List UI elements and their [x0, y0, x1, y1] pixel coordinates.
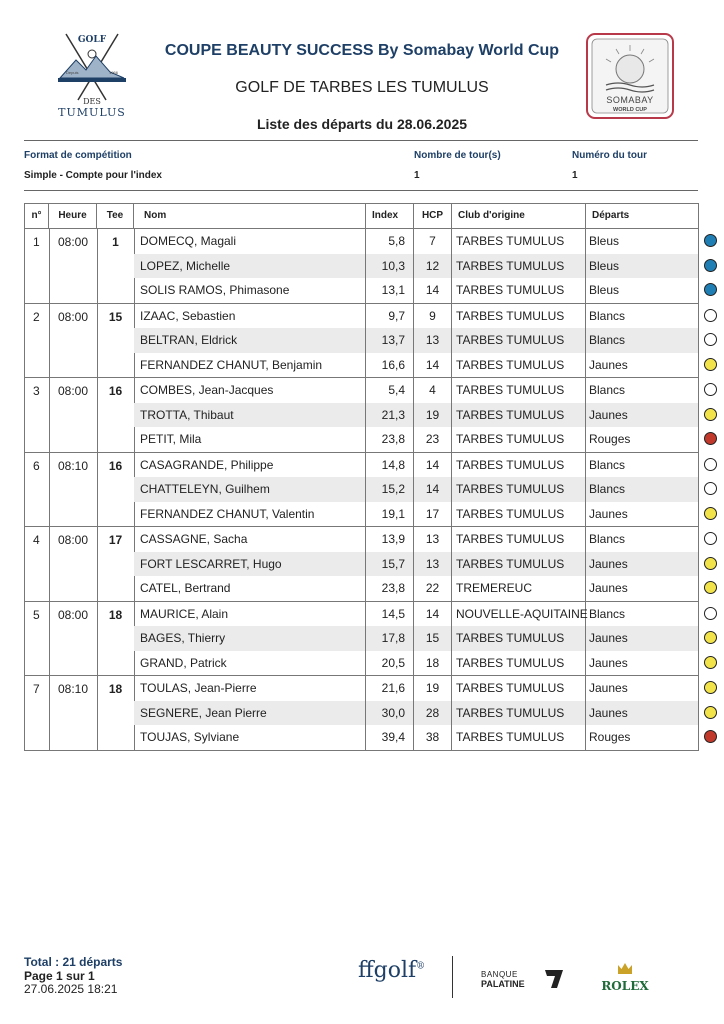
tee-color-icon	[704, 607, 717, 620]
player-club: TARBES TUMULUS	[452, 477, 586, 502]
player-name: FORT LESCARRET, Hugo	[134, 552, 366, 577]
start-tee-cell	[97, 602, 135, 676]
player-index: 21,3	[366, 403, 414, 428]
player-name: FERNANDEZ CHANUT, Valentin	[134, 502, 366, 527]
player-index: 19,1	[366, 502, 414, 527]
player-club: TARBES TUMULUS	[452, 453, 586, 478]
player-club: TARBES TUMULUS	[452, 651, 586, 676]
table-row	[134, 701, 698, 726]
logo-year-text: 1966	[109, 70, 118, 75]
player-index: 15,2	[366, 477, 414, 502]
palatine-text: PALATINE	[481, 979, 525, 989]
table-header	[25, 204, 698, 229]
divider	[24, 140, 698, 141]
player-tee: Jaunes	[589, 655, 628, 670]
col-header-departs: Départs	[592, 210, 630, 221]
group-number-cell	[25, 229, 50, 303]
banque-palatine-logo	[481, 968, 565, 990]
player-club: TARBES TUMULUS	[452, 353, 586, 378]
table-row	[134, 353, 698, 378]
player-name: PETIT, Mila	[134, 427, 366, 452]
player-index: 13,7	[366, 328, 414, 353]
start-tee: 16	[108, 458, 123, 473]
player-name: TOULAS, Jean-Pierre	[134, 676, 366, 701]
world-cup-text: WORLD CUP	[613, 107, 647, 113]
player-name: TOUJAS, Sylviane	[134, 725, 366, 750]
start-time: 08:10	[58, 458, 89, 473]
player-hcp: 17	[414, 502, 452, 527]
player-hcp: 15	[414, 626, 452, 651]
start-time-cell	[49, 378, 98, 452]
player-hcp: 13	[414, 527, 452, 552]
player-tee: Jaunes	[589, 705, 628, 720]
table-row	[134, 378, 698, 403]
start-time: 08:00	[58, 235, 89, 249]
player-tee: Bleus	[589, 258, 620, 273]
registered-icon: ®	[416, 961, 426, 972]
table-row	[134, 651, 698, 676]
player-name: CATEL, Bertrand	[134, 576, 366, 601]
somabay-text: SOMABAY	[606, 95, 654, 105]
start-tee-cell	[97, 527, 135, 601]
golf-tumulus-logo	[44, 30, 140, 122]
table-row	[134, 254, 698, 279]
event-title: COUPE BEAUTY SUCCESS By Somabay World Cup	[164, 42, 560, 59]
group-number-cell	[25, 527, 50, 601]
tee-time-group	[25, 602, 698, 677]
table-row	[134, 527, 698, 552]
player-index: 13,9	[366, 527, 414, 552]
player-index: 23,8	[366, 576, 414, 601]
table-row	[134, 427, 698, 452]
tee-color-icon	[704, 681, 717, 694]
player-tee: Blancs	[589, 308, 626, 323]
player-tee: Blancs	[589, 482, 626, 496]
rolex-text: ROLEX	[601, 979, 649, 993]
player-name: MAURICE, Alain	[134, 602, 366, 627]
start-time: 08:00	[58, 607, 89, 622]
col-header-index: Index	[366, 204, 414, 228]
table-row	[134, 552, 698, 577]
player-name: FERNANDEZ CHANUT, Benjamin	[134, 353, 366, 378]
col-header-time: Heure	[49, 204, 97, 228]
table-row	[134, 304, 698, 329]
player-tee: Jaunes	[589, 407, 628, 422]
player-hcp: 28	[414, 701, 452, 726]
table-row	[134, 229, 698, 254]
start-tee-cell	[97, 378, 135, 452]
page-number: Page 1 sur 1	[24, 969, 95, 983]
player-club: TARBES TUMULUS	[452, 403, 586, 428]
player-hcp: 12	[414, 254, 452, 279]
player-index: 10,3	[366, 254, 414, 279]
start-list-table	[24, 203, 699, 751]
col-header-hcp: HCP	[414, 204, 452, 228]
table-row	[134, 278, 698, 303]
rounds-label: Nombre de tour(s)	[414, 150, 501, 161]
player-index: 9,7	[366, 304, 414, 329]
col-header-num: n°	[25, 204, 49, 228]
group-number: 1	[33, 235, 40, 249]
player-name: IZAAC, Sebastien	[134, 304, 366, 329]
player-index: 14,5	[366, 602, 414, 627]
tee-color-icon	[704, 234, 717, 247]
player-club: TARBES TUMULUS	[452, 378, 586, 403]
start-time-cell	[49, 304, 98, 378]
table-row	[134, 453, 698, 478]
tee-color-icon	[704, 309, 717, 322]
total-departures: Total : 21 départs	[24, 955, 123, 969]
player-index: 30,0	[366, 701, 414, 726]
table-row	[134, 602, 698, 627]
table-row	[134, 403, 698, 428]
start-time-cell	[49, 602, 98, 676]
player-index: 5,4	[366, 378, 414, 403]
player-hcp: 23	[414, 427, 452, 452]
tee-color-icon	[704, 432, 717, 445]
start-tee: 16	[108, 384, 123, 398]
player-club: TARBES TUMULUS	[452, 278, 586, 303]
table-row	[134, 576, 698, 601]
player-hcp: 14	[414, 477, 452, 502]
table-row	[134, 328, 698, 353]
player-club: TARBES TUMULUS	[452, 304, 586, 329]
player-name: SEGNERE, Jean Pierre	[134, 701, 366, 726]
player-hcp: 14	[414, 602, 452, 627]
tee-time-group	[25, 378, 698, 453]
start-time-cell	[49, 229, 98, 303]
player-tee: Blancs	[589, 383, 626, 397]
player-club: TARBES TUMULUS	[452, 527, 586, 552]
table-row	[134, 725, 698, 750]
course-name: GOLF DE TARBES LES TUMULUS	[235, 79, 489, 96]
player-tee: Rouges	[589, 432, 631, 446]
table-row	[134, 626, 698, 651]
player-hcp: 9	[414, 304, 452, 329]
tee-color-icon	[704, 581, 717, 594]
player-name: SOLIS RAMOS, Phimasone	[134, 278, 366, 303]
start-time-cell	[49, 676, 98, 750]
table-body	[25, 229, 698, 750]
start-time: 08:00	[58, 384, 89, 398]
tee-color-icon	[704, 482, 717, 495]
start-time-cell	[49, 453, 98, 527]
player-club: TARBES TUMULUS	[452, 328, 586, 353]
start-tee: 18	[108, 682, 123, 696]
tee-color-icon	[704, 656, 717, 669]
player-tee: Blancs	[589, 532, 626, 546]
player-hcp: 4	[414, 378, 452, 403]
format-label: Format de compétition	[24, 150, 132, 161]
player-hcp: 14	[414, 353, 452, 378]
group-number-cell	[25, 676, 50, 750]
tee-color-icon	[704, 730, 717, 743]
format-value: Simple - Compte pour l'index	[24, 170, 162, 181]
player-name: TROTTA, Thibaut	[134, 403, 366, 428]
start-time: 08:00	[58, 309, 89, 324]
player-club: TARBES TUMULUS	[452, 676, 586, 701]
table-row	[134, 502, 698, 527]
start-tee-cell	[97, 229, 135, 303]
tee-color-icon	[704, 532, 717, 545]
table-row	[134, 477, 698, 502]
player-club: TARBES TUMULUS	[452, 552, 586, 577]
col-header-club: Club d'origine	[452, 204, 586, 228]
player-hcp: 22	[414, 576, 452, 601]
tee-time-group	[25, 676, 698, 750]
somabay-world-cup-logo	[586, 33, 674, 119]
player-club: TARBES TUMULUS	[452, 502, 586, 527]
tee-color-icon	[704, 383, 717, 396]
player-name: BELTRAN, Eldrick	[134, 328, 366, 353]
player-hcp: 38	[414, 725, 452, 750]
player-tee: Jaunes	[589, 681, 628, 695]
col-header-tee: Tee	[97, 204, 134, 228]
start-tee: 1	[112, 235, 119, 249]
group-number: 7	[33, 682, 40, 696]
player-name: COMBES, Jean-Jacques	[134, 378, 366, 403]
group-number-cell	[25, 378, 50, 452]
player-hcp: 14	[414, 278, 452, 303]
player-index: 39,4	[366, 725, 414, 750]
rounds-value: 1	[414, 170, 420, 181]
player-club: TARBES TUMULUS	[452, 427, 586, 452]
tee-time-group	[25, 527, 698, 602]
player-tee: Jaunes	[589, 506, 628, 521]
player-tee: Jaunes	[589, 357, 628, 372]
group-number: 4	[33, 533, 40, 547]
crown-icon	[618, 963, 632, 974]
group-number: 5	[33, 607, 40, 622]
ffgolf-text: ffgolf	[358, 958, 417, 983]
player-club: TARBES TUMULUS	[452, 254, 586, 279]
start-time: 08:10	[58, 682, 89, 696]
tee-color-icon	[704, 358, 717, 371]
rolex-logo	[596, 962, 654, 994]
player-tee: Jaunes	[589, 581, 628, 595]
player-club: TREMEREUC	[452, 576, 586, 601]
player-hcp: 19	[414, 403, 452, 428]
player-name: LOPEZ, Michelle	[134, 254, 366, 279]
player-tee: Blancs	[589, 457, 626, 472]
player-hcp: 14	[414, 453, 452, 478]
player-name: GRAND, Patrick	[134, 651, 366, 676]
player-club: NOUVELLE-AQUITAINE	[452, 602, 586, 627]
player-name: DOMECQ, Magali	[134, 229, 366, 254]
group-number: 3	[33, 384, 40, 398]
player-tee: Jaunes	[589, 631, 628, 645]
logo-depuis-text: Depuis	[66, 70, 79, 75]
player-club: TARBES TUMULUS	[452, 229, 586, 254]
group-number: 2	[33, 309, 40, 324]
table-row	[134, 676, 698, 701]
round-number-value: 1	[572, 170, 578, 181]
tee-color-icon	[704, 706, 717, 719]
logo-des-text: DES	[83, 97, 101, 106]
player-tee: Blancs	[589, 333, 626, 347]
start-time: 08:00	[58, 533, 89, 547]
player-club: TARBES TUMULUS	[452, 626, 586, 651]
start-time-cell	[49, 527, 98, 601]
player-club: TARBES TUMULUS	[452, 701, 586, 726]
player-hcp: 13	[414, 328, 452, 353]
player-tee: Bleus	[589, 283, 620, 297]
tee-color-icon	[704, 458, 717, 471]
tee-color-icon	[704, 557, 717, 570]
print-date: 27.06.2025 18:21	[24, 982, 118, 996]
start-tee: 15	[108, 309, 123, 324]
tee-color-icon	[704, 631, 717, 644]
tee-color-icon	[704, 333, 717, 346]
list-title: Liste des départs du 28.06.2025	[256, 116, 468, 132]
player-name: CHATTELEYN, Guilhem	[134, 477, 366, 502]
player-index: 13,1	[366, 278, 414, 303]
player-index: 16,6	[366, 353, 414, 378]
player-index: 21,6	[366, 676, 414, 701]
round-number-label: Numéro du tour	[572, 150, 647, 161]
player-hcp: 7	[414, 229, 452, 254]
player-hcp: 13	[414, 552, 452, 577]
banque-text: BANQUE	[481, 970, 518, 979]
player-name: BAGES, Thierry	[134, 626, 366, 651]
ffgolf-logo	[358, 958, 425, 983]
divider	[24, 190, 698, 191]
col-header-name: Nom	[134, 204, 366, 228]
footer-divider	[452, 956, 453, 998]
group-number-cell	[25, 304, 50, 378]
player-index: 5,8	[366, 229, 414, 254]
player-club: TARBES TUMULUS	[452, 725, 586, 750]
tee-time-group	[25, 229, 698, 304]
logo-tumulus-text: TUMULUS	[58, 106, 126, 119]
player-name: CASAGRANDE, Philippe	[134, 453, 366, 478]
tee-time-group	[25, 304, 698, 379]
group-number-cell	[25, 453, 50, 527]
start-tee: 18	[108, 607, 123, 622]
player-tee: Bleus	[589, 234, 620, 248]
tee-color-icon	[704, 507, 717, 520]
player-tee: Jaunes	[589, 556, 628, 571]
start-tee-cell	[97, 453, 135, 527]
start-tee-cell	[97, 676, 135, 750]
start-tee: 17	[108, 533, 123, 547]
start-tee-cell	[97, 304, 135, 378]
group-number: 6	[33, 458, 40, 473]
player-index: 14,8	[366, 453, 414, 478]
player-tee: Blancs	[589, 606, 626, 621]
player-name: CASSAGNE, Sacha	[134, 527, 366, 552]
player-hcp: 18	[414, 651, 452, 676]
player-tee: Rouges	[589, 730, 631, 744]
tee-color-icon	[704, 283, 717, 296]
player-index: 17,8	[366, 626, 414, 651]
tee-color-icon	[704, 259, 717, 272]
player-index: 20,5	[366, 651, 414, 676]
tee-time-group	[25, 453, 698, 528]
group-number-cell	[25, 602, 50, 676]
logo-golf-text: GOLF	[77, 35, 107, 45]
player-hcp: 19	[414, 676, 452, 701]
player-index: 23,8	[366, 427, 414, 452]
player-index: 15,7	[366, 552, 414, 577]
tee-color-icon	[704, 408, 717, 421]
